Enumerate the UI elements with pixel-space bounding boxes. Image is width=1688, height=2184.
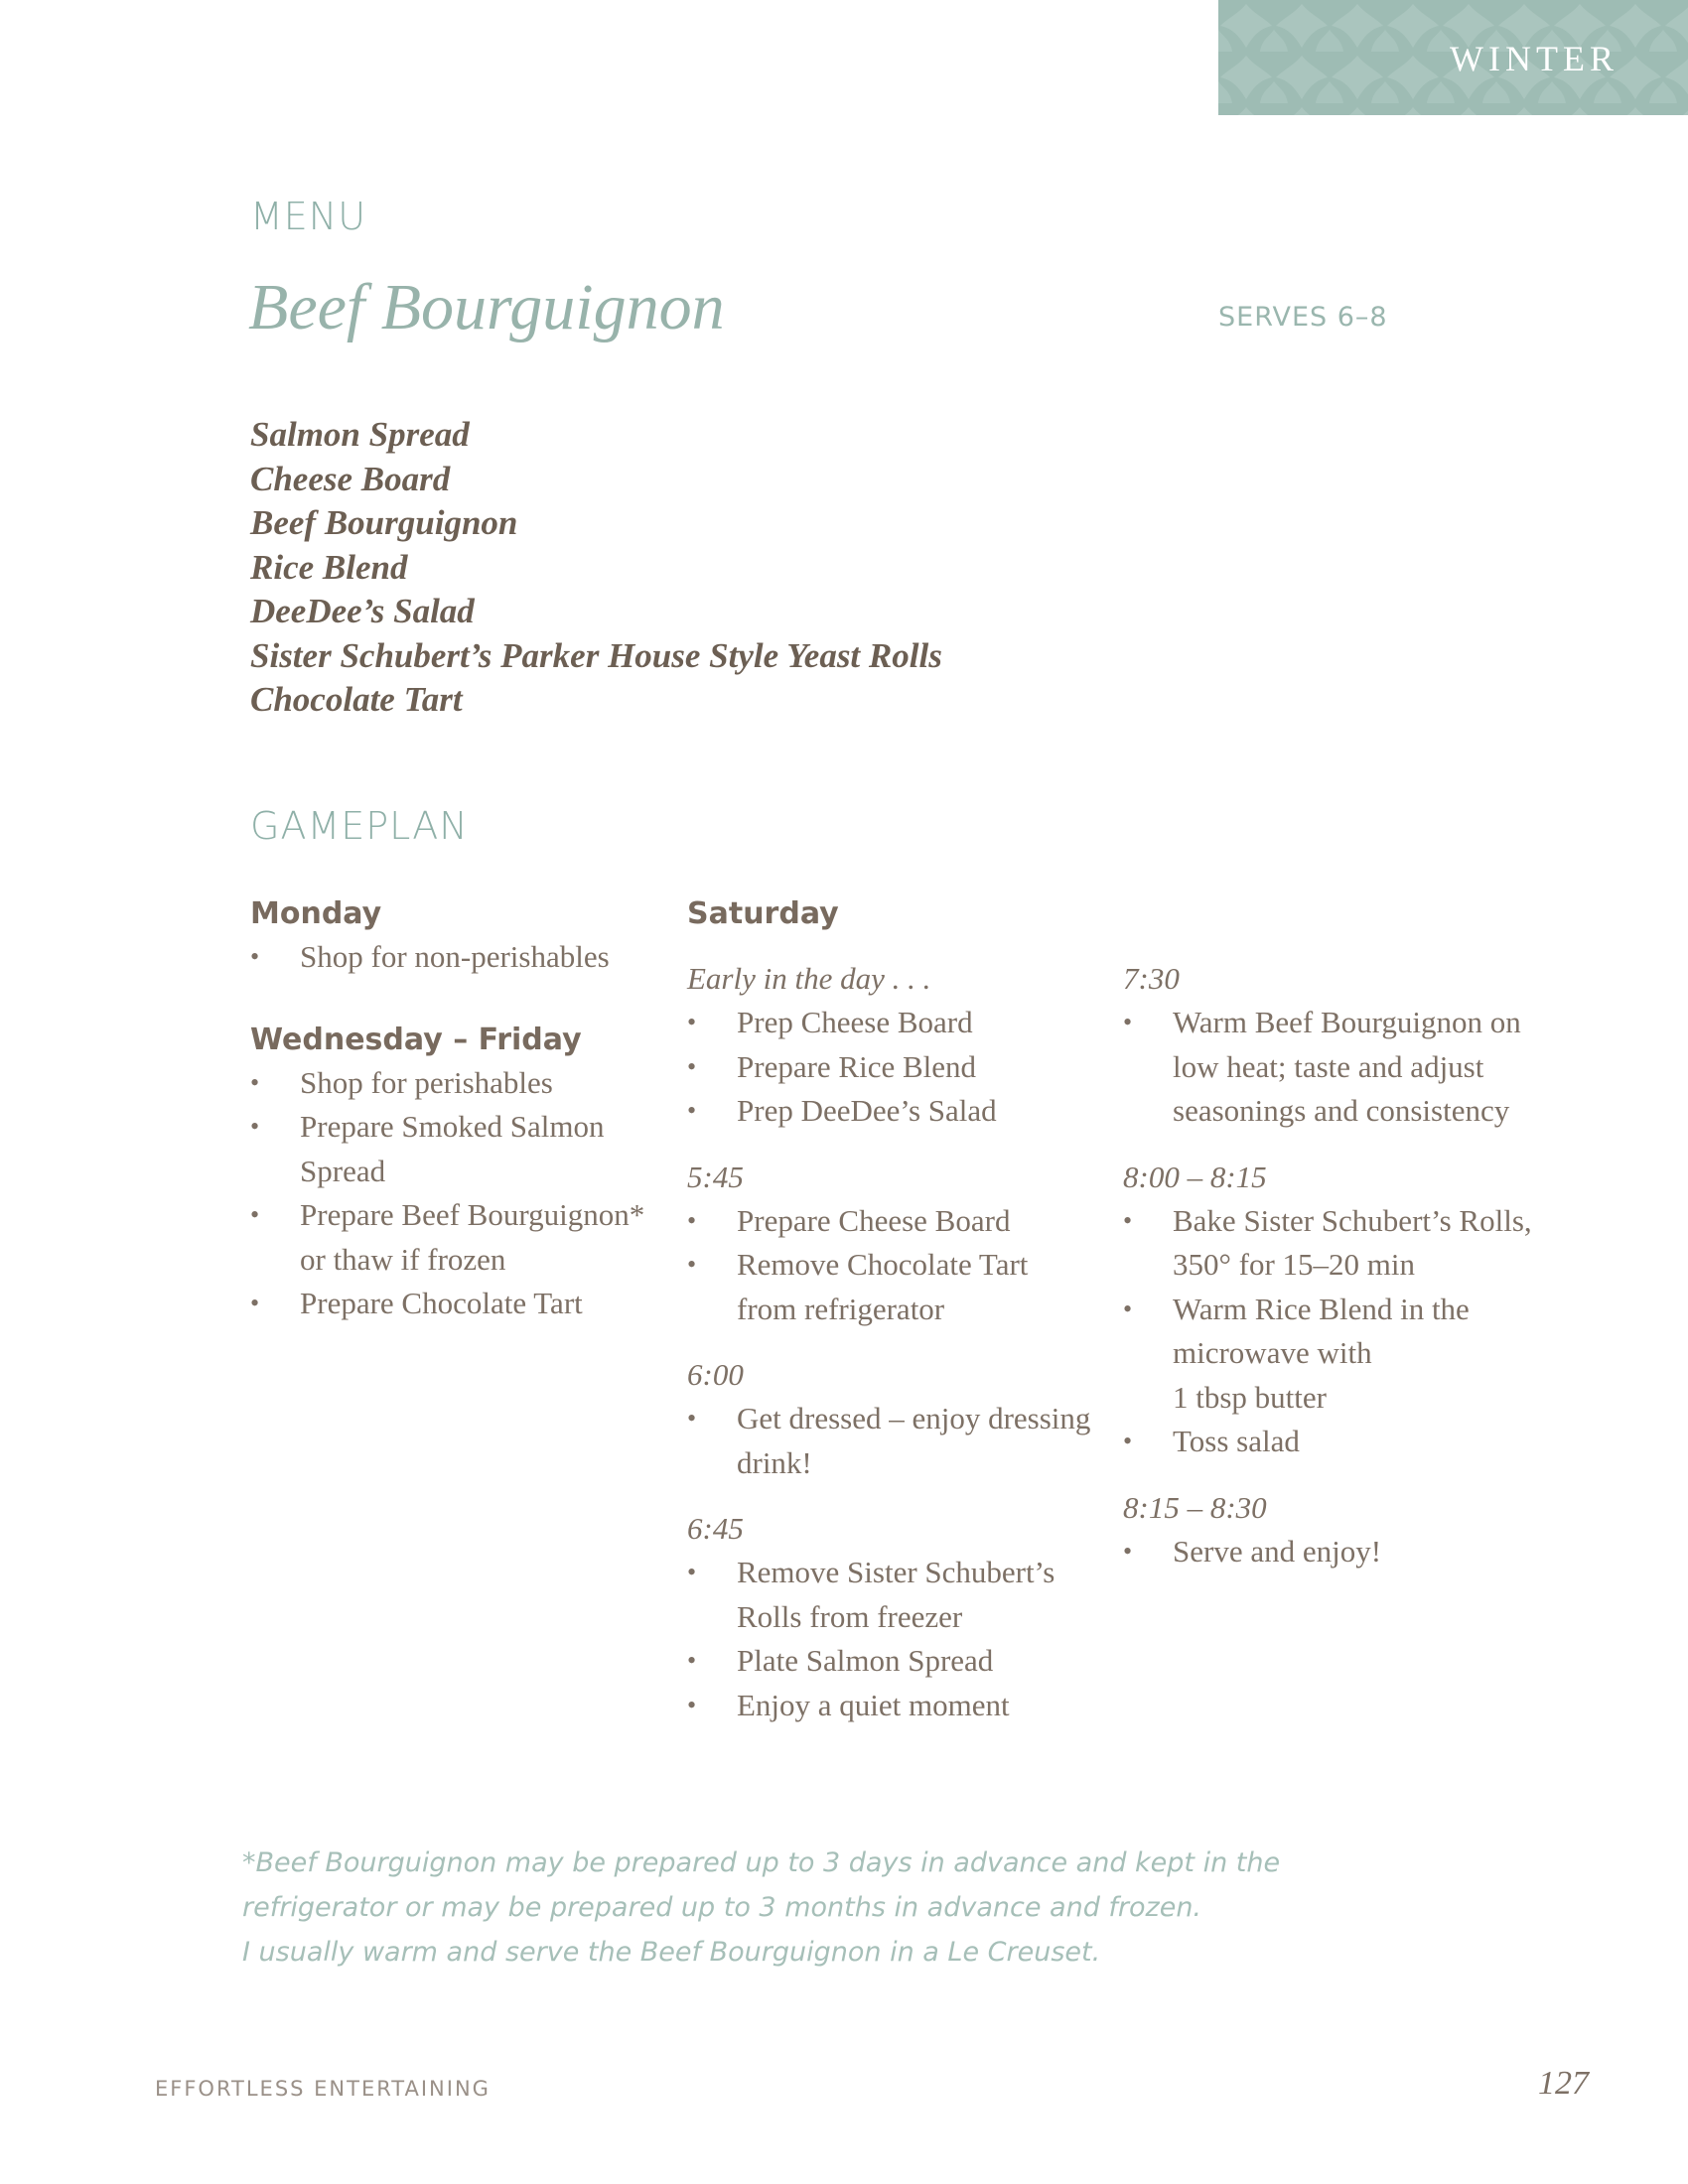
footnote-line: I usually warm and serve the Beef Bourguignon in a Le Creuset. <box>242 1937 1101 1968</box>
day-heading: Monday <box>250 896 382 931</box>
footnote <box>242 1841 1281 1975</box>
menu-item: Beef Bourguignon <box>250 503 518 542</box>
task-item: • Serve and enjoy! <box>1123 1530 1560 1574</box>
task-item: • Remove Sister Schubert’s Rolls from freezer <box>687 1551 1104 1639</box>
task-item: • Prepare Chocolate Tart <box>250 1282 647 1326</box>
task-list <box>1123 1199 1560 1464</box>
task-list <box>687 1397 1104 1485</box>
task-item: • Prepare Beef Bourguignon* or thaw if frozen <box>250 1193 647 1282</box>
time-heading: Early in the day . . . <box>687 961 931 996</box>
task-list <box>1123 1001 1560 1134</box>
time-heading: 6:45 <box>687 1511 744 1546</box>
task-item: • Toss salad <box>1123 1420 1560 1464</box>
task-item: • Remove Chocolate Tart from refrigerator <box>687 1243 1104 1331</box>
gameplan-heading: GAMEPLAN <box>250 804 469 848</box>
menu-item: Salmon Spread <box>250 415 470 454</box>
gameplan-column-right <box>1123 957 1560 1573</box>
task-item: • Prepare Smoked Salmon Spread <box>250 1105 647 1193</box>
menu-list <box>250 413 942 723</box>
task-item: • Warm Rice Blend in the microwave with 1 tbsp butter <box>1123 1288 1560 1421</box>
time-heading: 5:45 <box>687 1159 744 1194</box>
task-item: • Prepare Cheese Board <box>687 1199 1104 1244</box>
task-item: • Shop for perishables <box>250 1061 647 1106</box>
task-item: • Bake Sister Schubert’s Rolls, 350° for 15–20 min <box>1123 1199 1560 1288</box>
season-label: WINTER <box>1450 39 1618 78</box>
menu-item: Chocolate Tart <box>250 680 463 719</box>
day-heading: Saturday <box>687 896 839 931</box>
task-item: • Prepare Rice Blend <box>687 1045 1104 1090</box>
menu-item: DeeDee’s Salad <box>250 592 475 630</box>
task-list <box>687 1001 1104 1134</box>
time-heading: 8:15 – 8:30 <box>1123 1489 1267 1525</box>
task-item: • Prep Cheese Board <box>687 1001 1104 1045</box>
day-heading: Wednesday – Friday <box>250 1022 582 1057</box>
task-item: • Warm Beef Bourguignon on low heat; taste and adjust seasonings and consistency <box>1123 1001 1560 1134</box>
gameplan-column-left <box>250 893 647 1326</box>
menu-item: Sister Schubert’s Parker House Style Yeast Rolls <box>250 635 942 675</box>
task-item: • Plate Salmon Spread <box>687 1639 1104 1684</box>
gameplan-column-middle <box>687 893 1104 1727</box>
task-list <box>687 1551 1104 1727</box>
serves-label: SERVES 6–8 <box>1218 302 1388 333</box>
time-heading: 7:30 <box>1123 961 1180 996</box>
page-number: 127 <box>1538 2065 1589 2102</box>
task-list <box>687 1199 1104 1332</box>
footnote-line: refrigerator or may be prepared up to 3 months in advance and frozen. <box>242 1892 1202 1923</box>
task-item: • Prep DeeDee’s Salad <box>687 1089 1104 1134</box>
task-item: • Get dressed – enjoy dressing drink! <box>687 1397 1104 1485</box>
footnote-line: *Beef Bourguignon may be prepared up to 3 days in advance and kept in the <box>242 1847 1281 1878</box>
task-list <box>1123 1530 1560 1574</box>
task-item: • Enjoy a quiet moment <box>687 1684 1104 1728</box>
task-list <box>250 1061 647 1326</box>
time-heading: 8:00 – 8:15 <box>1123 1159 1267 1194</box>
time-heading: 6:00 <box>687 1357 744 1392</box>
menu-item: Cheese Board <box>250 459 451 498</box>
recipe-title: Beef Bourguignon <box>248 271 725 343</box>
season-tab <box>1218 0 1688 115</box>
menu-item: Rice Blend <box>250 547 408 587</box>
task-item: • Shop for non-perishables <box>250 935 647 980</box>
menu-heading: MENU <box>250 195 367 238</box>
book-name: EFFORTLESS ENTERTAINING <box>155 2077 491 2101</box>
task-list <box>250 935 647 980</box>
